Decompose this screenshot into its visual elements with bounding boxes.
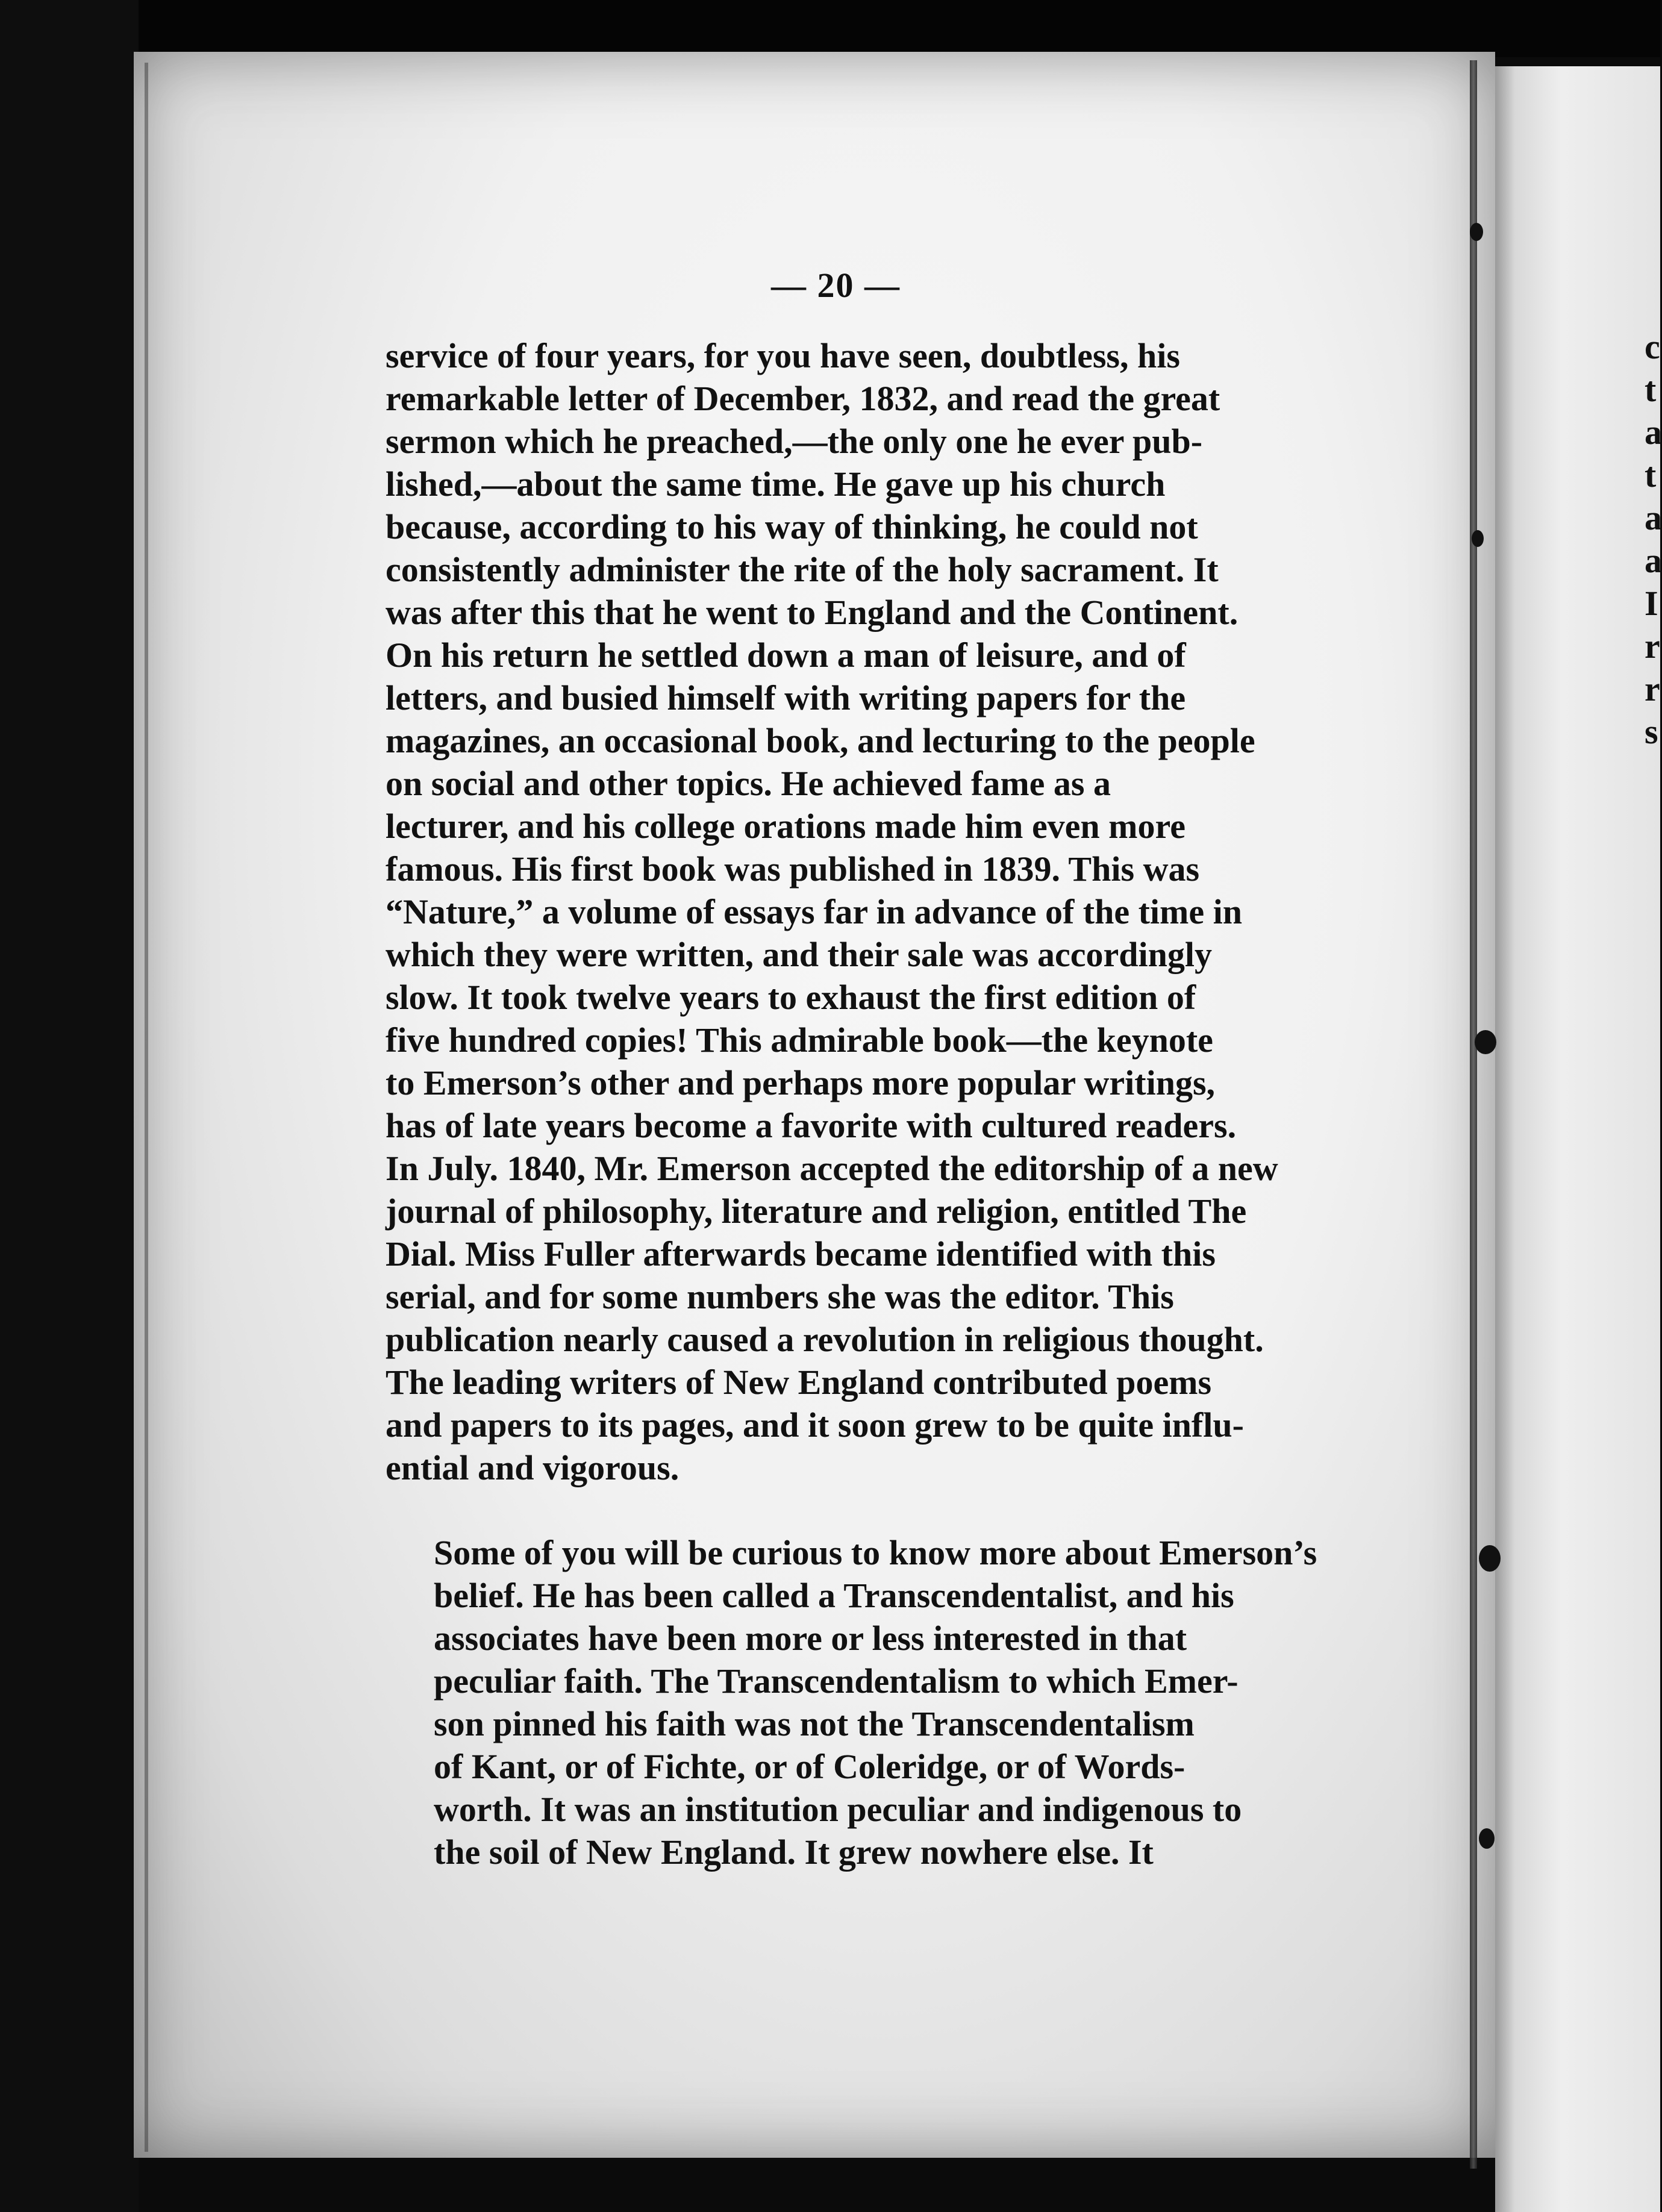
text-line: because, according to his way of thinking, he could not <box>386 507 1198 546</box>
text-line: the soil of New England. It grew nowhere else. It <box>434 1832 1154 1872</box>
page-number: — 20 — <box>771 266 901 305</box>
text-line: journal of philosophy, literature and religion, entitled The <box>386 1192 1247 1231</box>
text-line: famous. His first book was published in 1839. This was <box>386 849 1200 889</box>
text-line: publication nearly caused a revolution in religious thought. <box>386 1320 1264 1359</box>
text-line: has of late years become a favorite with cultured readers. <box>386 1106 1237 1145</box>
text-line: on social and other topics. He achieved fame as a <box>386 764 1111 803</box>
text-line: worth. It was an institution peculiar and indigenous to <box>434 1790 1242 1829</box>
text-line: lished,—about the same time. He gave up his church <box>386 464 1166 504</box>
text-line: belief. He has been called a Transcendentalist, and his <box>434 1576 1234 1615</box>
fragment-char: s <box>1645 712 1658 751</box>
text-line: “Nature,” a volume of essays far in advance of the time in <box>386 892 1242 931</box>
text-line: remarkable letter of December, 1832, and read the great <box>386 379 1220 418</box>
text-line: magazines, an occasional book, and lecturing to the people <box>386 721 1255 760</box>
fragment-char: a <box>1645 498 1662 537</box>
fragment-char: t <box>1645 455 1657 495</box>
text-line: peculiar faith. The Transcendentalism to which Emer- <box>434 1661 1239 1701</box>
text-line: was after this that he went to England and the Continent. <box>386 593 1239 632</box>
text-line: to Emerson’s other and perhaps more popular writings, <box>386 1063 1216 1102</box>
text-line: consistently administer the rite of the holy sacrament. It <box>386 550 1219 589</box>
fragment-char: a <box>1645 541 1662 580</box>
text-line: service of four years, for you have seen, doubtless, his <box>386 336 1180 375</box>
text-line: Dial. Miss Fuller afterwards became identified with this <box>386 1234 1216 1273</box>
text-line: five hundred copies! This admirable book—the keynote <box>386 1020 1213 1060</box>
text-line: which they were written, and their sale was accordingly <box>386 935 1213 974</box>
paragraph <box>386 334 1307 1489</box>
binding-mark <box>1470 223 1483 241</box>
fragment-char: a <box>1645 413 1662 452</box>
text-line: letters, and busied himself with writing papers for the <box>386 678 1186 717</box>
binding-fold <box>1470 60 1477 2169</box>
binding-mark <box>1475 1030 1496 1054</box>
text-line: serial, and for some numbers she was the editor. This <box>386 1277 1174 1316</box>
facing-page-edge <box>1495 66 1660 2212</box>
text-line: slow. It took twelve years to exhaust the first edition of <box>386 978 1196 1017</box>
text-line: sermon which he preached,—the only one he ever pub- <box>386 422 1203 461</box>
paragraph <box>386 1531 1317 1873</box>
text-line: son pinned his faith was not the Transcendentalism <box>434 1704 1195 1743</box>
facing-page-text-fragments <box>1645 325 1660 753</box>
fragment-char: I <box>1645 584 1658 623</box>
text-line: associates have been more or less interested in that <box>434 1619 1187 1658</box>
binding-mark <box>1472 530 1484 547</box>
fragment-char: r <box>1645 626 1660 666</box>
text-line: On his return he settled down a man of leisure, and of <box>386 636 1186 675</box>
scan-left-border <box>0 0 139 2212</box>
page-body <box>386 334 1317 1873</box>
binding-mark <box>1479 1545 1501 1572</box>
text-line: In July. 1840, Mr. Emerson accepted the editorship of a new <box>386 1149 1278 1188</box>
fragment-char: t <box>1645 370 1657 409</box>
binding-mark <box>1479 1828 1495 1849</box>
text-line: of Kant, or of Fichte, or of Coleridge, or of Words- <box>434 1747 1186 1786</box>
text-line: The leading writers of New England contributed poems <box>386 1363 1212 1402</box>
fragment-char: c <box>1645 327 1660 366</box>
fragment-char: r <box>1645 669 1660 708</box>
text-line: lecturer, and his college orations made him even more <box>386 807 1186 846</box>
text-line: Some of you will be curious to know more about Emerson’s <box>434 1533 1317 1572</box>
text-line: ential and vigorous. <box>386 1448 679 1487</box>
text-line: and papers to its pages, and it soon grew to be quite influ- <box>386 1405 1244 1445</box>
scan-top-border <box>0 0 1660 57</box>
